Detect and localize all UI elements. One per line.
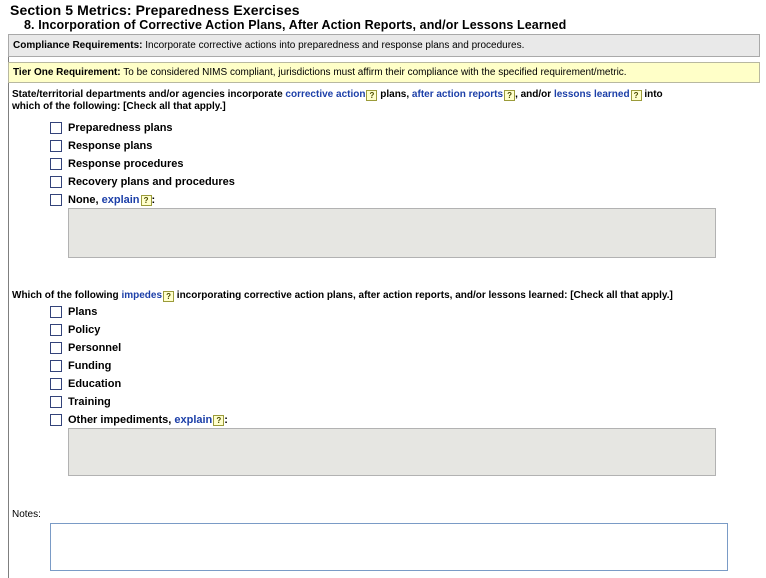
question-1-text — [12, 89, 752, 113]
option-label: Other impediments, — [68, 414, 172, 426]
compliance-label: Compliance Requirements: — [13, 40, 143, 51]
option-label: Plans — [68, 306, 98, 318]
corrective-action-link[interactable]: corrective action — [285, 89, 366, 100]
help-icon[interactable]: ? — [163, 291, 174, 302]
explain-link[interactable]: explain — [174, 414, 213, 426]
option-label: Education — [68, 378, 122, 390]
tier-one-label: Tier One Requirement: — [13, 67, 121, 78]
checkbox[interactable] — [50, 140, 62, 152]
checkbox[interactable] — [50, 342, 62, 354]
option-education[interactable] — [50, 377, 121, 391]
option-recovery-plans-and-procedures[interactable] — [50, 175, 235, 189]
checkbox[interactable] — [50, 158, 62, 170]
option-label: Response plans — [68, 140, 153, 152]
question-2-text — [12, 290, 752, 302]
tier-one-text: To be considered NIMS compliant, jurisdictions must affirm their compliance with the specified requirement/metric. — [120, 67, 627, 78]
other-impediments-explain-textarea[interactable] — [68, 428, 716, 476]
option-label: Personnel — [68, 342, 122, 354]
help-icon[interactable]: ? — [141, 195, 152, 206]
checkbox[interactable] — [50, 194, 62, 206]
option-label: Response procedures — [68, 158, 184, 170]
checkbox[interactable] — [50, 360, 62, 372]
help-icon[interactable]: ? — [366, 90, 377, 101]
q1-text-e: which of the following: [Check all that apply.] — [12, 101, 226, 112]
option-label: Training — [68, 396, 111, 408]
none-explain-textarea[interactable] — [68, 208, 716, 258]
option-none[interactable] — [50, 193, 155, 207]
notes-textarea[interactable] — [50, 523, 728, 571]
lessons-learned-link[interactable]: lessons learned — [553, 89, 630, 100]
option-personnel[interactable] — [50, 341, 121, 355]
question-title: 8. Incorporation of Corrective Action Plans, After Action Reports, and/or Lessons Learned — [24, 18, 567, 32]
help-icon[interactable]: ? — [504, 90, 515, 101]
q2-text-a: Which of the following — [12, 290, 122, 301]
compliance-requirements-banner — [8, 34, 760, 57]
option-response-plans[interactable] — [50, 139, 152, 153]
colon: : — [151, 194, 156, 206]
q1-text-d: into — [641, 89, 663, 100]
help-icon[interactable]: ? — [213, 415, 224, 426]
option-other-impediments[interactable] — [50, 413, 228, 427]
help-icon[interactable]: ? — [631, 90, 642, 101]
option-plans[interactable] — [50, 305, 97, 319]
form-frame — [8, 34, 766, 578]
option-preparedness-plans[interactable] — [50, 121, 173, 135]
section-title: Section 5 Metrics: Preparedness Exercises — [10, 2, 300, 18]
option-label: Recovery plans and procedures — [68, 176, 235, 188]
compliance-text: Incorporate corrective actions into preparedness and response plans and procedures. — [142, 40, 525, 51]
checkbox[interactable] — [50, 306, 62, 318]
q2-text-b: incorporating corrective action plans, after action reports, and/or lessons learned: [Check all that apply.] — [174, 290, 673, 301]
impedes-link[interactable]: impedes — [121, 290, 163, 301]
q1-text-b: plans, — [377, 89, 412, 100]
q1-text-a: State/territorial departments and/or agencies incorporate — [12, 89, 286, 100]
notes-label: Notes: — [12, 509, 41, 520]
tier-one-requirement-banner — [8, 62, 760, 83]
option-response-procedures[interactable] — [50, 157, 184, 171]
checkbox[interactable] — [50, 324, 62, 336]
checkbox[interactable] — [50, 414, 62, 426]
after-action-reports-link[interactable]: after action reports — [411, 89, 504, 100]
checkbox[interactable] — [50, 122, 62, 134]
option-policy[interactable] — [50, 323, 100, 337]
option-funding[interactable] — [50, 359, 111, 373]
option-label: Preparedness plans — [68, 122, 173, 134]
option-label: Policy — [68, 324, 101, 336]
colon: : — [224, 414, 228, 426]
checkbox[interactable] — [50, 176, 62, 188]
q1-text-c: , and/or — [515, 89, 554, 100]
checkbox[interactable] — [50, 396, 62, 408]
explain-link[interactable]: explain — [101, 194, 140, 206]
checkbox[interactable] — [50, 378, 62, 390]
option-training[interactable] — [50, 395, 111, 409]
option-label: None, — [68, 194, 99, 206]
option-label: Funding — [68, 360, 112, 372]
